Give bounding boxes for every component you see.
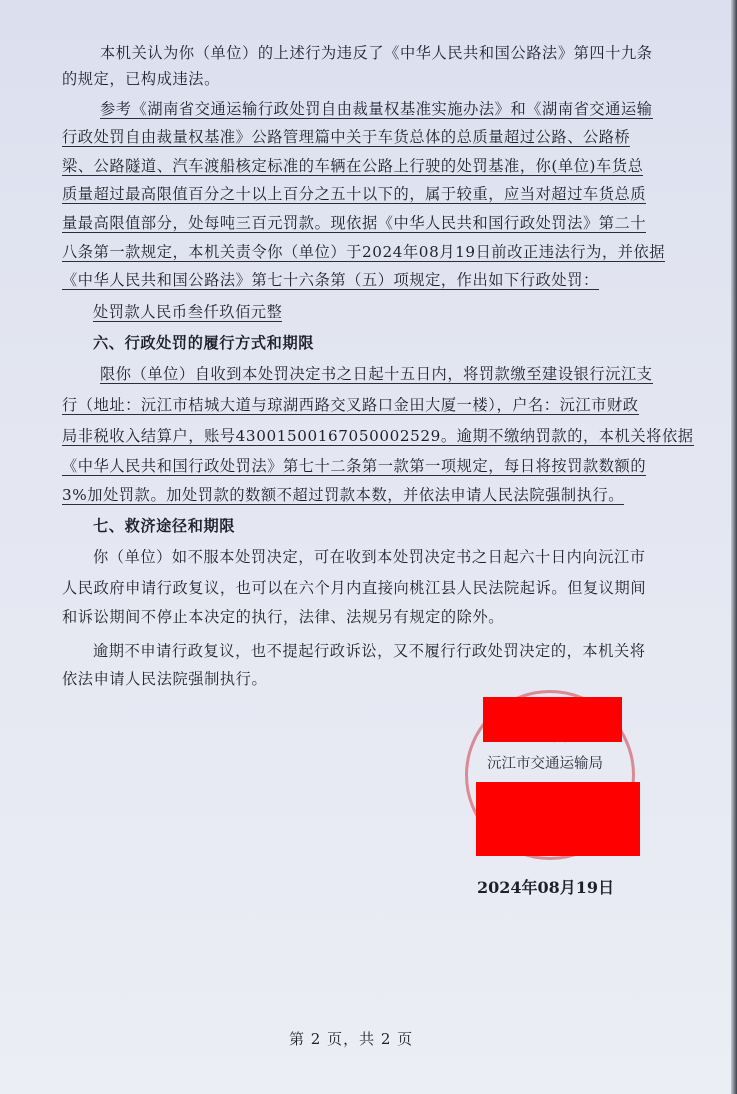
body-line: 3%加处罚款。加处罚款的数额不超过罚款本数，并依法申请人民法院强制执行。 — [62, 486, 625, 504]
body-line: 八条第一款规定，本机关责令你（单位）于2024年08月19日前改正违法行为，并依据 — [62, 243, 666, 261]
issue-date: 2024年08月19日 — [477, 878, 615, 897]
section-heading: 七、救济途径和期限 — [93, 517, 236, 535]
body-line: 依法申请人民法院强制执行。 — [62, 670, 268, 688]
body-line: 的规定，已构成违法。 — [62, 70, 220, 88]
body-line: 局非税收入结算户，账号43001500167050002529。逾期不缴纳罚款的，本机关将依据 — [62, 427, 694, 445]
body-line: 和诉讼期间不停止本决定的执行，法律、法规另有规定的除外。 — [62, 608, 505, 626]
body-line: 你（单位）如不服本处罚决定，可在收到本处罚决定书之日起六十日内向沅江市 — [93, 548, 646, 566]
fine-amount: 处罚款人民币叁仟玖佰元整 — [93, 303, 283, 321]
body-line: 梁、公路隧道、汽车渡船核定标准的车辆在公路上行驶的处罚基准，你(单位)车货总 — [62, 157, 644, 175]
body-line: 参考《湖南省交通运输行政处罚自由裁量权基准实施办法》和《湖南省交通运输 — [100, 100, 653, 118]
issuing-authority: 沅江市交通运输局 — [487, 756, 603, 772]
body-line: 量最高限值部分，处每吨三百元罚款。现依据《中华人民共和国行政处罚法》第二十 — [62, 214, 647, 232]
section-heading: 六、行政处罚的履行方式和期限 — [93, 334, 315, 352]
body-line: 本机关认为你（单位）的上述行为违反了《中华人民共和国公路法》第四十九条 — [100, 44, 653, 62]
redaction-block — [476, 782, 640, 856]
body-line: 行政处罚自由裁量权基准》公路管理篇中关于车货总体的总质量超过公路、公路桥 — [62, 128, 631, 146]
page-edge — [731, 0, 737, 1094]
redaction-block — [483, 697, 622, 742]
page-number: 第 2 页，共 2 页 — [289, 1030, 414, 1048]
body-line: 《中华人民共和国行政处罚法》第七十二条第一款第一项规定，每日将按罚款数额的 — [62, 457, 647, 475]
body-line: 逾期不申请行政复议，也不提起行政诉讼，又不履行行政处罚决定的，本机关将 — [93, 642, 646, 660]
body-line: 人民政府申请行政复议，也可以在六个月内直接向桃江县人民法院起诉。但复议期间 — [62, 579, 647, 597]
body-line: 行（地址：沅江市桔城大道与琼湖西路交叉路口金田大厦一楼），户名：沅江市财政 — [62, 396, 639, 414]
body-line: 限你（单位）自收到本处罚决定书之日起十五日内，将罚款缴至建设银行沅江支 — [100, 365, 653, 383]
body-line: 质量超过最高限值百分之十以上百分之五十以下的，属于较重，应当对超过车货总质 — [62, 185, 647, 203]
body-line: 《中华人民共和国公路法》第七十六条第（五）项规定，作出如下行政处罚： — [62, 271, 599, 289]
